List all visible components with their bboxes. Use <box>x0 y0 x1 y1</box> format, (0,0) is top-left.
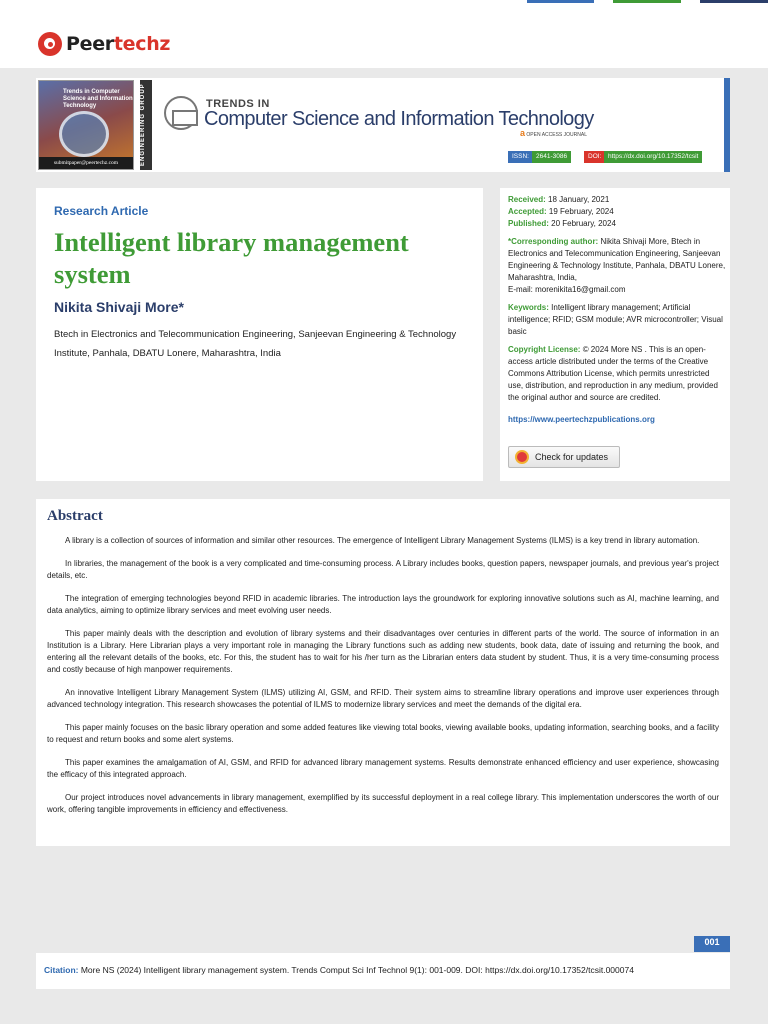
copyright-license: Copyright License: © 2024 More NS . This is an open-access article distributed under the terms of the Creative Commons Attribution License, which permits unrestricted use, distribution, and reproduction in any medium, provided the original author and source are credited. <box>508 345 718 402</box>
article-title: Intelligent library management system <box>54 227 409 289</box>
peertechz-logo[interactable] <box>38 32 170 56</box>
top-bar <box>0 0 768 68</box>
article-header-card <box>36 188 483 481</box>
check-for-updates-button[interactable] <box>508 446 620 468</box>
journal-banner <box>36 78 730 172</box>
share-strip-green[interactable] <box>613 0 681 3</box>
crossmark-icon <box>515 450 529 464</box>
citation-card <box>36 953 730 989</box>
page-number: 001 <box>694 936 730 952</box>
issn-value: 2641-3086 <box>532 151 571 163</box>
abstract-heading: Abstract <box>47 508 103 524</box>
abstract-paragraph: An innovative Intelligent Library Management System (ILMS) utilizing AI, GSM, and RFID. Their system aims to streamline library operations and improve user experiences through advanced technology integration. This research showcases the potential of ILMS to modernize library services and meet the demands of the digital era. <box>47 688 719 709</box>
engineering-group-label: ENGINEERING GROUP <box>140 80 152 170</box>
article-type: Research Article <box>54 204 149 218</box>
cover-email: submitpaper@peertechz.com <box>39 157 133 169</box>
abstract-body <box>47 535 719 827</box>
corresponding-author: *Corresponding author: Nikita Shivaji More, Btech in Electronics and Telecommunication Engineering, Sanjeevan Engineering & Technology Institute, Panhala, DBATU Lonere, Maharashtra, India, <box>508 237 726 282</box>
published-date: Published: 20 February, 2024 <box>508 219 616 228</box>
article-info <box>508 194 726 426</box>
journal-title: Computer Science and Information Technology <box>204 108 594 130</box>
abstract-paragraph: This paper mainly focuses on the basic library operation and some added features like viewing total books, viewing available books, updating information, searching books, and a facility to request and return books and some alert systems. <box>47 723 719 744</box>
publisher-url-link[interactable]: https://www.peertechzpublications.org <box>508 415 655 424</box>
doi-link[interactable]: https://dx.doi.org/10.17352/tcsit <box>604 151 702 163</box>
doi-label: DOI: <box>584 151 605 163</box>
keywords: Keywords: Intelligent library management; Artificial intelligence; RFID; GSM module; AVR microcontroller; Visual basic <box>508 303 723 336</box>
abstract-paragraph: In libraries, the management of the book is a very complicated and time-consuming process. A Library includes books, question papers, newspaper journals, and previous year's project details, etc. <box>47 559 719 580</box>
share-strip-blue[interactable] <box>527 0 594 3</box>
abstract-paragraph: Our project introduces novel advancements in library management, exemplified by its successful deployment in a real college library. This implementation underscores the worth of our work, offering tangible improvements in efficiency and effectiveness. <box>47 793 719 814</box>
author-email[interactable]: E-mail: morenikita16@gmail.com <box>508 285 626 294</box>
logo-text: Peertechz <box>66 33 171 55</box>
author-affiliation: Btech in Electronics and Telecommunication Engineering, Sanjeevan Engineering & Technology Institute, Panhala, DBATU Lonere, Maharashtra, India <box>54 329 457 359</box>
citation: Citation: More NS (2024) Intelligent library management system. Trends Comput Sci Inf Technol 9(1): 001-009. DOI: https://dx.doi.org/10.17352/tcsit.000074 <box>44 965 634 975</box>
received-date: Received: 18 January, 2021 <box>508 195 610 204</box>
journal-icon <box>164 96 198 130</box>
journal-cover-image <box>38 80 134 170</box>
journal-prefix: TRENDS IN <box>206 98 270 110</box>
share-strip-navy[interactable] <box>700 0 768 3</box>
abstract-paragraph: This paper examines the amalgamation of AI, GSM, and RFID for advanced library management systems. Results demonstrate enhanced efficiency and user experience, showcasing the efficacy of this integrated approach. <box>47 758 719 779</box>
cover-title: Trends in Computer Science and Information Technology <box>63 89 133 109</box>
abstract-paragraph: A library is a collection of sources of information and similar other resources. The emergence of Intelligent Library Management Systems (ILMS) is a key trend in library automation. <box>65 536 700 545</box>
abstract-paragraph: The integration of emerging technologies beyond RFID in academic libraries. The introduction lays the groundwork for exploring innovative solutions such as AI, machine learning, and data analytics, aiming to optimize library services and meet evolving user needs. <box>47 594 719 615</box>
issn-label: ISSN: <box>508 151 533 163</box>
peertechz-logo-icon <box>38 32 62 56</box>
abstract-paragraph: This paper mainly deals with the description and evolution of library systems and their disadvantages over centuries in different parts of the world. The source of information in an Institution is a Library. Here Librarian plays a very important role in managing the Library functions such as adding new students, book data, date of issuing and returning the book, and entering all the relevant details of the books, etc. For this, the student has to wait for his /her turn as the Librarian enters data student by student. Thus, it is a very time-consuming process and costly because of high manpower requirements. <box>47 629 719 674</box>
article-info-card <box>500 188 730 481</box>
check-for-updates-label: Check for updates <box>535 452 609 462</box>
author-name: Nikita Shivaji More* <box>54 299 184 315</box>
abstract-card <box>36 499 730 846</box>
open-access-mark: a OPEN ACCESS JOURNAL <box>520 128 587 138</box>
accepted-date: Accepted: 19 February, 2024 <box>508 207 614 216</box>
cover-graphic <box>59 111 109 157</box>
